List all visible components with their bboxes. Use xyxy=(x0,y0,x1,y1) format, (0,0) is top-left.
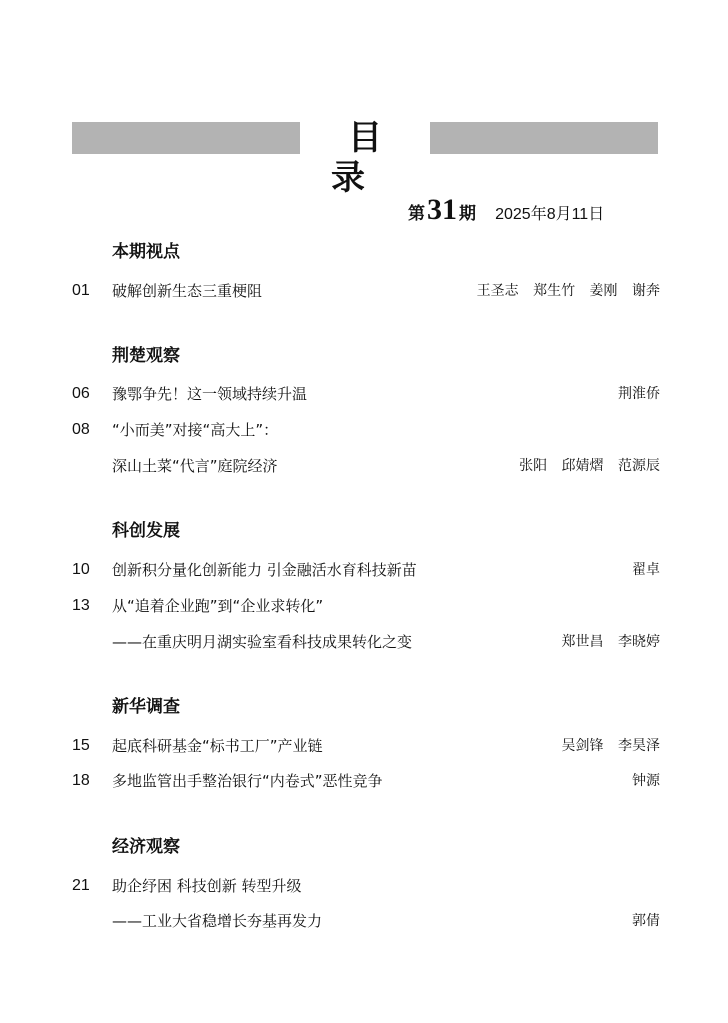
toc-entry[interactable] xyxy=(72,875,660,897)
issue-date: 2025年8月11日 xyxy=(495,206,605,223)
toc-entry[interactable] xyxy=(72,559,660,581)
toc-entry[interactable] xyxy=(72,770,660,792)
entry-page-number: 13 xyxy=(72,597,90,614)
entry-page-number: 06 xyxy=(72,385,90,402)
toc-entry-continuation[interactable] xyxy=(72,631,660,653)
toc-entry[interactable] xyxy=(72,595,660,617)
title-bar-right-decoration xyxy=(430,122,658,154)
section-title: 经济观察 xyxy=(112,837,180,857)
issue-suffix: 期 xyxy=(459,204,476,224)
entry-title: 多地监管出手整治银行“内卷式”恶性竞争 xyxy=(112,772,383,790)
entry-authors: 张阳 邱婧熠 范源辰 xyxy=(519,458,660,474)
entry-page-number: 01 xyxy=(72,282,90,299)
section-title: 科创发展 xyxy=(112,521,180,541)
entry-page-number: 21 xyxy=(72,877,90,894)
entry-authors: 荆淮侨 xyxy=(618,386,660,402)
entry-page-number: 10 xyxy=(72,561,90,578)
toc-entry-continuation[interactable] xyxy=(72,455,660,477)
toc-entry[interactable] xyxy=(72,280,660,302)
entry-title: 助企纾困 科技创新 转型升级 xyxy=(112,877,302,895)
entry-authors: 郭倩 xyxy=(632,913,660,929)
entry-subtitle: ——在重庆明月湖实验室看科技成果转化之变 xyxy=(112,633,413,651)
entry-authors: 吴剑锋 李昊泽 xyxy=(561,738,660,754)
toc-entry-continuation[interactable] xyxy=(72,910,660,932)
entry-page-number: 18 xyxy=(72,772,90,789)
entry-subtitle: ——工业大省稳增长夯基再发力 xyxy=(112,912,323,930)
toc-entry[interactable] xyxy=(72,419,660,441)
issue-number: 31 xyxy=(427,193,457,226)
entry-authors: 翟卓 xyxy=(632,562,660,578)
entry-title: 豫鄂争先！这一领域持续升温 xyxy=(112,385,308,403)
issue-info xyxy=(408,193,604,229)
section-title: 荆楚观察 xyxy=(112,346,180,366)
section-title: 本期视点 xyxy=(112,242,180,262)
entry-subtitle: 深山土菜“代言”庭院经济 xyxy=(112,457,278,475)
entry-page-number: 15 xyxy=(72,737,90,754)
issue-prefix: 第 xyxy=(408,204,425,224)
entry-title: 破解创新生态三重梗阻 xyxy=(112,282,263,300)
toc-entry[interactable] xyxy=(72,735,660,757)
entry-title: “小而美”对接“高大上”： xyxy=(112,421,279,439)
entry-title: 起底科研基金“标书工厂”产业链 xyxy=(112,737,323,755)
page-title: 目 录 xyxy=(331,118,416,198)
section-title: 新华调查 xyxy=(112,697,180,717)
title-bar-left-decoration xyxy=(72,122,300,154)
toc-entry[interactable] xyxy=(72,383,660,405)
toc-title-bar xyxy=(72,118,658,198)
entry-authors: 郑世昌 李晓婷 xyxy=(561,634,660,650)
entry-authors: 王圣志 郑生竹 姜刚 谢奔 xyxy=(476,283,660,299)
entry-title: 创新积分量化创新能力 引金融活水育科技新苗 xyxy=(112,561,417,579)
entry-page-number: 08 xyxy=(72,421,90,438)
entry-authors: 钟源 xyxy=(632,773,660,789)
entry-title: 从“追着企业跑”到“企业求转化” xyxy=(112,597,324,615)
